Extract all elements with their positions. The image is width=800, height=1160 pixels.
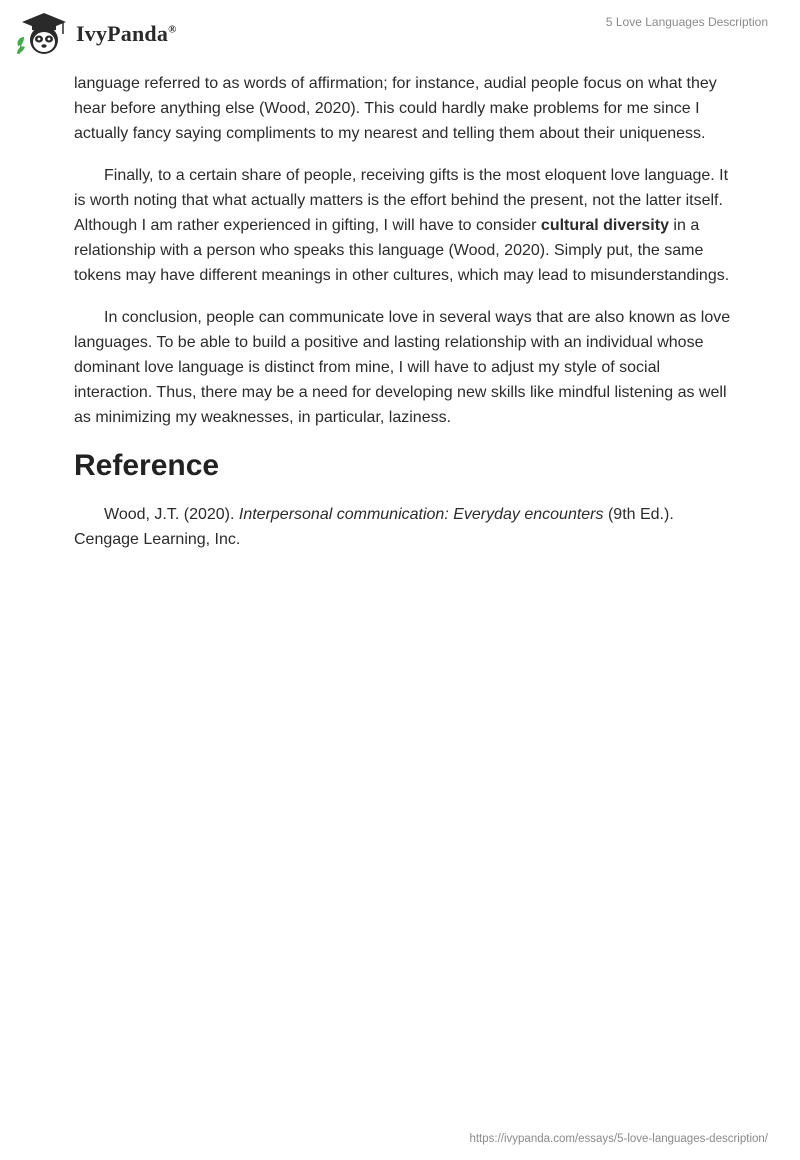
reference-heading: Reference	[74, 449, 220, 482]
document-title: 5 Love Languages Description	[605, 15, 768, 29]
brand-name: IvyPanda®	[76, 21, 177, 46]
reference-title: Interpersonal communication: Everyday encounters	[238, 506, 604, 523]
paragraph-1: language referred to as words of affirmation; for instance, audial people focus on what they hear before anything else (Wood, 2020). This could hardly make problems for me since I actually fancy saying compliments to my nearest and telling them about their uniqueness.	[74, 75, 717, 142]
paragraph-2: Finally, to a certain share of people, receiving gifts is the most eloquent love language. It is worth noting that what actually matters is the effort behind the present, not the latter itself. Although I am rather experienced in gifting, I will have to consider cultural diversity in a relationship with a person who speaks this language (Wood, 2020). Simply put, the same tokens may have different meanings in other cultures, which may lead to misunderstandings.	[74, 167, 730, 284]
site-logo[interactable]	[14, 10, 177, 58]
footer-url-link[interactable]: https://ivypanda.com/essays/5-love-languages-description/	[469, 1133, 768, 1145]
panda-logo-icon	[14, 10, 72, 58]
paragraph-3: In conclusion, people can communicate love in several ways that are also known as love languages. To be able to build a positive and lasting relationship with an individual whose dominant love language is distinct from mine, I will have to adjust my style of social interaction. Thus, there may be a need for developing new skills like mindful listening as well as minimizing my weaknesses, in particular, laziness.	[74, 309, 731, 426]
essay-content	[74, 71, 734, 569]
reference-entry: Wood, J.T. (2020). Interpersonal communication: Everyday encounters (9th Ed.). Cengage Learning, Inc.	[74, 506, 674, 548]
cultural-diversity-link[interactable]: cultural diversity	[540, 217, 669, 234]
